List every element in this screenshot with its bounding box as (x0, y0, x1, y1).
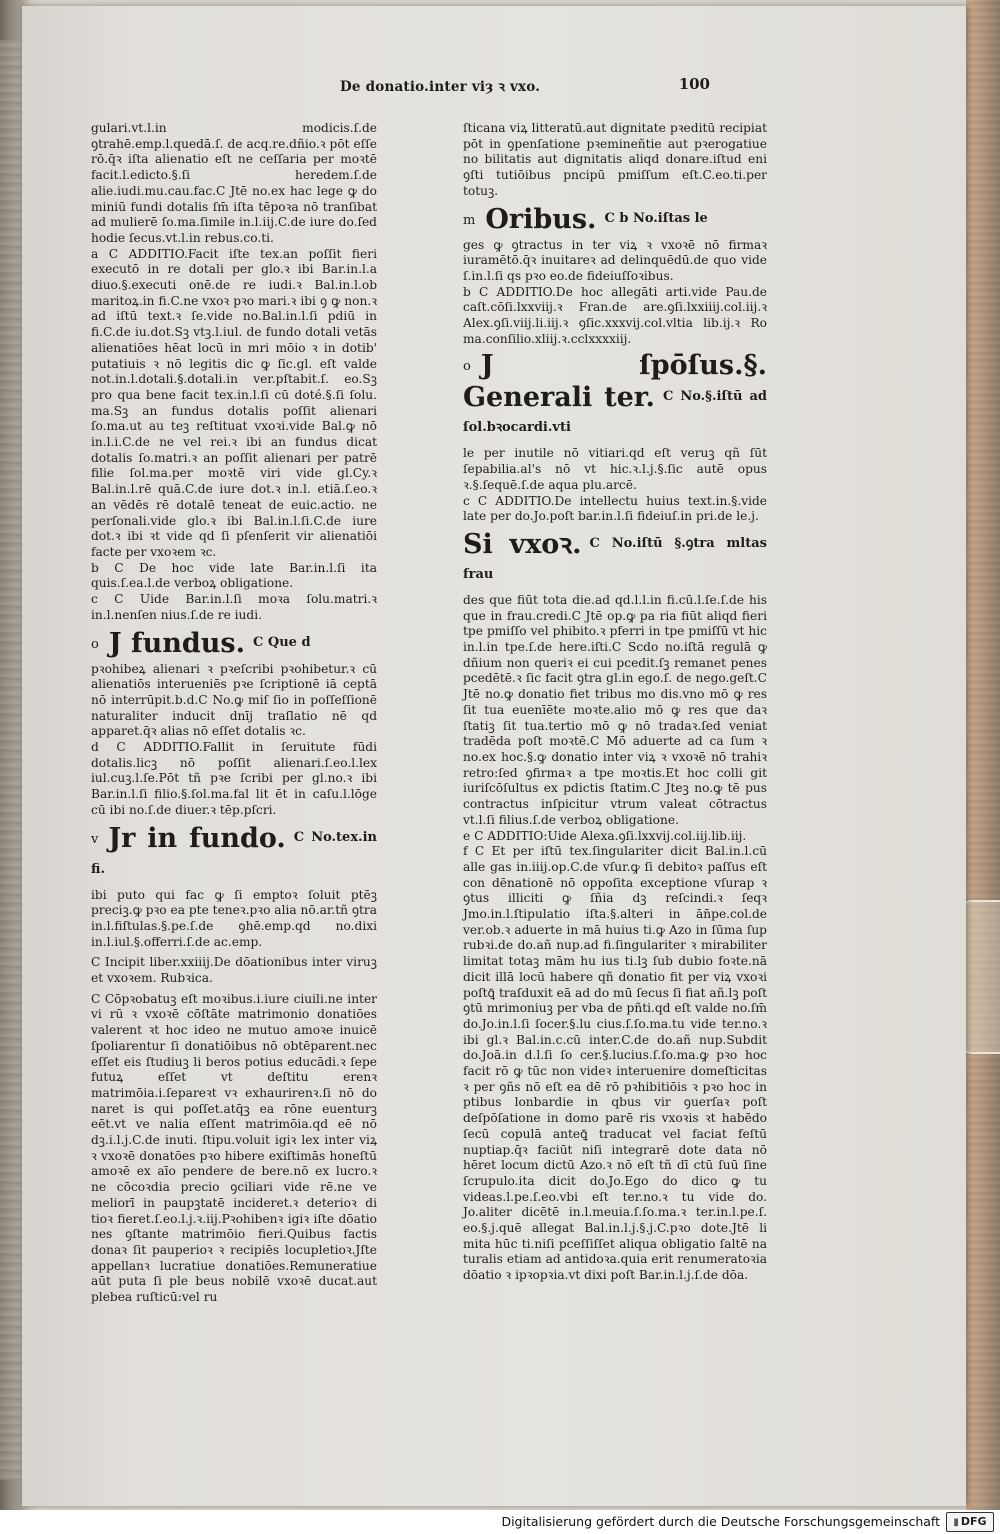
lemma-word: J ſpōſus.§. Generali ter. (463, 350, 767, 414)
right-paragraph-sponsus: le per inutile nō vitiari.qd eſt veruꝫ qñ ſūt ſepabilia.al's nō vt hic.ꝛ.l.j.§.ſic autē opus ꝛ.§.ſequē.ſ.de aqua plu.arcē. (463, 446, 767, 492)
left-addition-a: a C ADDITIO.Facit iſte tex.an poſſit fieri executō in re dotali per glo.ꝛ ibi Bar.in.l.a diuo.§.executi onē.de re iudi.ꝛ Bal.in.l.ob maritoꝝ.in fi.C.ne vxoꝛ pꝛo mari.ꝛ ibi ꝯ ꝙ non.ꝛ ad iſtū text.ꝛ ſe.vide no.Bal.in.l.ſi pdiū in fi.C.de iu.dot.Sꝫ vtꝫ.l.iul. de fundo dotali vetās alienatiōes hēat locū in mri mōio ꝛ in dotib' putatiuis ꝛ nō legitis dic ꝙ ſic.gl. eſt valde not.in.l.dotali.§.dotali.in ver.pſtabit.ſ. eo.Sꝫ pro qua bene facit tex.in.l.ſi cū doté.§.ſi ſolu. ma.Sꝫ an fundus dotalis poſſit alienari ſo.ma.ut au teꝫ reſtituat vxoꝛi.vide Bal.ꝙ nō in.l.i.C.de ne vel rei.ꝛ ibi an fundus dicat dotalis ſo.matri.ꝛ an poſſit alienari per patrē filie ſol.ma.per moꝛtē viri vide gl.Cy.ꝛ Bal.in.l.rē quā.C.de iure dot.ꝛ in.l. etiā.ſ.eo.ꝛ an vēdēs rē dotalē teneat de euic.actio. ne perſonali.vide glo.ꝛ ibi Bal.in.l.ſi.C.de iure dot.ꝛ ibi ꝛt vide qd ſi pſenſerit vir alienatiōi facte per vxoꝛem ꝛc. (91, 246, 377, 559)
lemma-heading-oribus (463, 204, 767, 236)
left-paragraph-1: gulari.vt.l.in modicis.ſ.de ꝯtrahē.emp.l.quedā.ſ. de acq.re.dñio.ꝛ pōt eſſe rō.q̄ꝛ iſta alienatio eſt ne ceſſaria per moꝛtē facit.l.edicto.§.ſi heredem.ſ.de alie.iudi.mu.cau.fac.C Jtē no.ex hac lege ꝙ do miniū fundi dotalis ſm̄ iſta tēpoꝛa nō tranſibat ad mulierē ſo.ma.ſimile in.l.iij.C.de iure do.ſed hodie ſecus.vt.l.in rebus.co.ti. (91, 121, 377, 245)
lemma-letter: o (91, 636, 99, 652)
left-paragraph-liber: C Cōpꝛobatuꝫ eſt moꝛibus.i.iure ciuili.ne inter vi rū ꝛ vxoꝛē cōſtāte matrimonio donatiōes valerent ꝛt hoc ideo ne mutuo amoꝛe inuicē ſpoliarentur ſi donatiōibus nō obtēparent.nec eſſet eis ſtudiuꝫ li beros potius educādi.ꝛ ſepe futuꝝ eſſet vt deſtitu erenꝛ matrimōia.i.ſepareꝛt vꝛ exhaurirenꝛ.ſi nō do naret is qui poſſet.atq̄ꝫ ea rōne euenturꝫ eēt.vt ve nalia eſſent matrimōia.qd eē nō dꝫ.i.l.j.C.de inuti. ſtipu.voluit igiꝛ lex inter viꝝ ꝛ vxoꝛē donatōes pꝛo hibere exiſtimās honeſtū amoꝛē ex aīo pendere de bere.nō ex lucro.ꝛ ne cōcoꝛdia precio ꝯciliari vide rē.ne ve meliorī in paupꝫtatē incideret.ꝛ deterioꝛ di tioꝛ fieret.ſ.eo.l.j.ꝛ.iij.Pꝛohibenꝛ igiꝛ iſte dōatio nes ꝯſtante matrimōio fieri.Quibus factis donaꝛ ſit pauperioꝛ ꝛ recipiēs locupletioꝛ.Jſte appellanꝛ lucratiue donatiōes.Remuneratiue aūt puta ſi ple beus nobilē vxoꝛē ducat.aut plebea ruſticū:vel ru (91, 991, 377, 1305)
lemma-word: J fundus. (108, 627, 245, 659)
lemma-gloss-start: C No.iſtū §.ꝯtra mltas frau (463, 535, 767, 582)
right-column (463, 121, 767, 1284)
lemma-letter: m (463, 212, 476, 228)
right-addition-b: b C ADDITIO.De hoc allegāti arti.vide Pau.de caſt.cōſi.lxxviij.ꝛ Fran.de are.ꝯſi.lxxiiij.col.iij.ꝛ Alex.ꝯſi.viij.li.iij.ꝛ ꝯſic.xxxvij.col.vltia lib.ij.ꝛ Ro ma.conſilio.xliij.ꝛ.cclxxxxiij. (463, 284, 767, 346)
lemma-gloss-start: C b No.iſtas le (604, 210, 708, 226)
right-paragraph-1: ſticana viꝝ litteratū.aut dignitate pꝛeditū recipiat pōt in ꝯpenſatione pꝛemineñtie aut pꝛerogatiue no bilitatis aut dignitatis aliqd donare.iſtud eni ꝯſti tutiōibus pncipū pmiſſum eſt.C.eo.ti.per totuꝫ. (463, 121, 767, 198)
dfg-logo (946, 1512, 994, 1532)
right-addition-e: e C ADDITIO:Uide Alexa.ꝯſi.lxxvij.col.iij.lib.iij. (463, 828, 747, 843)
lemma-word: Si vxoꝛ. (463, 528, 582, 560)
left-column (91, 121, 377, 1306)
running-title: De donatio.inter viȝ ꝛ vxo. (340, 79, 541, 95)
dfg-logo-text: DFG (960, 1515, 987, 1528)
lemma-word: Oribus. (485, 203, 597, 235)
lemma-heading-sponsus (463, 351, 767, 444)
lemma-heading-si-uxor (463, 529, 767, 591)
left-paragraph-in-fundo: ibi puto qui fac ꝙ ſi emptoꝛ ſoluit ptēꝫ preciꝫ.ꝙ pꝛo ea pte teneꝛ.pꝛo alia nō.ar.tñ ꝯtra in.l.fiſtulas.§.pe.ſ.de ꝯhē.emp.qd no.dixi in.l.iul.§.offerri.ſ.de ac.emp. (91, 887, 377, 949)
right-paragraph-si-uxor: des que fiūt tota die.ad qd.l.l.in fi.cū.l.ſe.ſ.de his que in frau.credi.C Jtē op.ꝙ pa ria fiūt aliqd fieri tpe pmiſſo vel phibito.ꝛ pferri in tpe pmiſſū vt hic in.l.in tpe.ſ.de here.iſti.C Scdo no.iſtā regulā ꝙ dñium non queriꝛ ei cui pcedit.ſꝫ remanet penes pcedētē.ꝛ ſic facit ꝯtra gl.in ego.ſ. de nego.geſt.C Jtē no.ꝙ donatio fiet tribus mo dis.vno mō ꝙ res ſit tua euenīēte moꝛte.alio mō ꝙ res que daꝛ ſtatiꝫ ſit tua.tertio mō ꝙ nō tradaꝛ.ſed veniat tradēda poſt moꝛtē.C Mō aduerte ad ca ſum ꝛ no.ex hoc.§.ꝙ donatio inter viꝝ ꝛ vxoꝛē nō trahiꝛ retro:ſed ꝯfirmaꝛ a tpe moꝛtis.Et hoc colli git iuriſcōſultus ex pdictis ſtatim.C Jteꝫ no.ꝙ tē pus contractus inſpicitur vtrum valeat cōtractus vt.l.ſi filius.ſ.de verboꝝ obligatione. (463, 592, 767, 827)
right-paragraph-oribus: ges ꝙ ꝯtractus in ter viꝝ ꝛ vxoꝛē nō firmaꝛ iuramētō.q̄ꝛ inuitareꝛ ad delinquēdū.de quo vide ſ.in.l.ſi qs pꝛo eo.de fideiuſſoꝛibus. (463, 237, 767, 283)
left-note-c: c C Uide Bar.in.l.ſi moꝛa ſolu.matri.ꝛ in.l.nenſen nius.ſ.de re iudi. (91, 592, 377, 622)
lemma-letter: o (463, 359, 471, 375)
book-fore-edge (966, 0, 1000, 1510)
fore-edge-bands (966, 0, 1000, 1510)
funding-notice: Digitalisierung gefördert durch die Deutsche Forschungsgemeinschaft (501, 1514, 940, 1529)
dfg-bars-icon: ▮ (953, 1517, 959, 1528)
left-note-b: b C De hoc vide late Bar.in.l.ſi ita quis.ſ.ea.l.de verboꝝ obligatione. (91, 560, 377, 591)
right-note-f: f C Et per iſtū tex.ſingulariter dicit Bal.in.l.cū alle gas in.iiij.op.C.de vſur.ꝙ ſi debitoꝛ paſſus eſt con dēnationē nō oppoſita exceptione vſurap ꝛ ꝯtus illiciti ꝙ ſñia dꝫ reſcindi.ꝛ ſeqꝛ Jmo.in.l.ſtipulatio iſta.§.alteri in ān̄pe.col.de ver.ob.ꝛ aduerte in mā huius ti.ꝙ Azo in ſūma ſup rubꝛi.de do.añ nup.ad fi.ſingulariter ꝛ mirabiliter limitat totaꝫ mām hu ius ti.lꝫ ſub dubio foꝛte.nā dicit illā locū habere qñ donatio fit per viꝝ vxoꝛi poſtꝗ̄ traſduxit eā ad do mū ſecus ſi fiat añ.lꝫ poſt ꝯtū mrimoniuꝫ per vba de pñti.qd eſt valde no.ſm̄ do.Jo.in.l.ſi ſocer.§.lu cius.ſ.ſo.ma.tu vide ter.no.ꝛ ibi gl.ꝛ Bal.in.c.cū inter.C.de do.añ nup.Subdit do.Joā.in d.l.ſi ſo cer.§.lucius.ſ.ſo.ma.ꝙ pꝛo hoc facit rō ꝙ tūc non videꝛ interuenire domeſticitas ꝛ per ꝯñs nō eſt ea dē rō pꝛhibitiōis ꝛ pꝛo hoc in ptibus lonbardie in qbus vir ꝯuerſaꝛ poſt deſpōſatione in domo parē ris vxoꝛis ꝛt habēdo ſecū copulā anteꝗ̄ traducat vel faciat feſtū nuptiap.q̄ꝛ faciūt niſi integrarē dote data nō hēret locum dictū Azo.ꝛ nō eſt tñ dī ctū ſuū ſine ſcrupulo.ita dicit do.Jo.Ego do dico ꝙ tu videas.l.pe.ſ.eo.vbi eſt ter.no.ꝛ tu vide do. Jo.aliter dicētē in.l.meuia.ſ.ſo.ma.ꝛ ter.in.l.pe.ſ. eo.§.j.quē allegat Bal.in.l.j.§.j.C.pꝛo dote.Jtē li mita hūc ti.niſi pceſſiſſet aliqua obligatio ſaltē na turalis etiam ad antidoꝛa.quia erit renumeratoꝛia dōatio ꝛ ipꝛopꝛia.vt dixi poſt Bar.in.l.j.ſ.de dōa. (463, 844, 767, 1283)
left-paragraph-fundus: pꝛohibeꝝ alienari ꝛ pꝛeſcribi pꝛohibetur.ꝛ cū alienatiōs interueniēs pꝛe ſcriptionē iā ceptā nō interrūpit.b.d.C No.ꝙ miſ ſio in poſſeſſionē naturaliter inducit dnīj traſlatio nē qd apparet.q̄ꝛ alias nō eſſet dotalis ꝛc. (91, 661, 377, 739)
lemma-heading-fundus (91, 628, 377, 660)
right-addition-c: c C ADDITIO.De intellectu huius text.in.§.vide late per do.Jo.poſt bar.in.l.ſi fideiuſ.in pri.de le.j. (463, 493, 767, 524)
left-addition-d: d C ADDITIO.Fallit in ſeruitute fūdi dotalis.licꝫ nō poſſit alienari.ſ.eo.l.lex iul.cuꝫ.l.ſe.Pōt tñ pꝛe ſcribi per gl.no.ꝛ ibi Bar.in.l.ſi filio.§.ſol.ma.fal lit ēt in caſu.l.lōge cū ibi no.ſ.de diuer.ꝛ tēp.pſcri. (91, 740, 377, 817)
footer-bar (0, 1510, 1000, 1534)
lemma-heading-in-fundo (91, 823, 377, 886)
lemma-gloss-start: C No.§.iſtū ad ſol.bꝛocardi.vti (463, 389, 768, 436)
lemma-gloss-start: C No.tex.in fi. (91, 829, 377, 877)
lemma-letter: v (91, 831, 99, 847)
page-header (340, 75, 710, 99)
folio-number: 100 (678, 75, 710, 93)
lemma-gloss-start: C Que d (253, 634, 311, 650)
lemma-word: Jr in fundo. (108, 822, 286, 854)
book-rubric: C Incipit liber.xxiiij.De dōationibus inter viruꝫ et vxoꝛem. Rubꝛica. (91, 955, 377, 986)
